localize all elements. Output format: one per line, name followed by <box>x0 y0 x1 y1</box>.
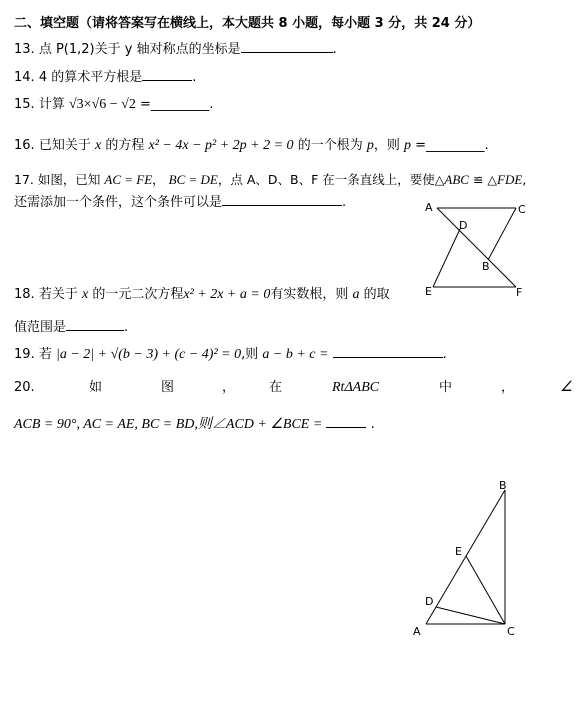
q20-number: 20. <box>14 380 35 395</box>
q15-prefix: 计算 <box>38 97 65 112</box>
q20-figure-lines <box>426 490 505 624</box>
q17-line2: 还需添加一个条件，这个条件可以是 <box>14 195 223 210</box>
q16-number: 16. <box>14 138 35 153</box>
q13-text: 点 P(1,2)关于 y 轴对称点的坐标是 <box>38 42 241 57</box>
q19-expression: a − b + c = <box>262 347 329 362</box>
q16-mid2: 的一个根为 <box>297 138 363 153</box>
q17-line1: 如图，已知 <box>37 172 101 187</box>
q18-var-a: a <box>352 287 360 302</box>
q20-word-tu: 图 <box>161 380 175 395</box>
q17-mid: ，点 A、D、B、F 在一条直线上，要使△ <box>217 172 445 187</box>
label-e: E <box>455 545 462 558</box>
label-b: B <box>482 260 490 273</box>
q17-ac-fe: AC = FE <box>104 172 153 187</box>
q15-number: 15. <box>14 97 35 112</box>
q16-mid3: ，则 <box>373 138 400 153</box>
q16-tail[interactable]: =_________. <box>415 138 489 153</box>
q20-comma2: ， <box>501 380 515 395</box>
q16-var-p2: p <box>404 138 412 153</box>
q13-number: 13. <box>14 42 35 57</box>
q15-expression: √3×√6 − √2 <box>68 97 136 112</box>
q18-text3: 有实数根，则 <box>270 287 349 302</box>
q18-line2: 值范围是 <box>14 320 67 335</box>
label-d: D <box>459 219 468 232</box>
q20-triangle-name: RtΔABC <box>332 380 380 395</box>
q17-bc-de: BC = DE <box>168 172 218 187</box>
section-title: 二、填空题（请将答案写在横线上，本大题共 8 小题，每小题 3 分，共 24 分） <box>14 16 481 31</box>
q18-equation: x² + 2x + a = 0 <box>183 287 271 302</box>
q19-number: 19. <box>14 347 35 362</box>
segment-ec <box>466 556 505 624</box>
q20-word-zai: 在 <box>269 380 283 395</box>
q17-number: 17. <box>14 172 34 187</box>
q17-fde: FDE <box>497 172 523 187</box>
q14-end: . <box>192 70 197 85</box>
label-c: C <box>507 625 515 638</box>
label-d: D <box>425 595 434 608</box>
question-17: 17. 如图，已知 AC = FE， BC = DE，点 A、D、B、F 在一条直线上，要使△ABC ≌ △FDE, <box>14 172 527 187</box>
q17-comma: ， <box>152 172 165 187</box>
q18-text1: 若关于 <box>38 287 78 302</box>
label-c: C <box>518 203 526 216</box>
q20-angle-symbol: ∠ <box>560 380 573 395</box>
q16-equation: x² − 4x − p² + 2p + 2 = 0 <box>148 138 294 153</box>
q20-word-zhong: 中 <box>439 380 453 395</box>
q17-end: . <box>342 195 347 210</box>
q18-text4: 的取 <box>363 287 390 302</box>
segment-dc <box>436 607 505 624</box>
q17-triangle-symbol: △ <box>487 172 498 187</box>
q16-mid: 的方程 <box>105 138 145 153</box>
q20-word-ru: 如 <box>89 380 103 395</box>
q15-end: . <box>209 97 214 112</box>
label-a: A <box>413 625 421 638</box>
q13-end: . <box>332 42 337 57</box>
label-f: F <box>516 286 523 299</box>
q19-prefix: 若 <box>38 347 52 362</box>
q19-mid: ,则 <box>241 347 259 362</box>
q19-equation: |a − 2| + √(b − 3) + (c − 4)² = 0 <box>55 347 242 362</box>
q20-comma1: ， <box>222 380 236 395</box>
label-e: E <box>425 285 432 298</box>
q18-number: 18. <box>14 287 35 302</box>
q15-equals: = <box>139 97 151 112</box>
q18-end: . <box>124 320 129 335</box>
q15-blank[interactable]: _________ <box>150 97 210 112</box>
label-a: A <box>425 201 433 214</box>
label-b: B <box>499 479 507 492</box>
q14-number: 14. <box>14 70 35 85</box>
q17-congruent-symbol: ≌ <box>472 172 484 187</box>
q18-text2: 的一元二次方程 <box>92 287 184 302</box>
q16-prefix: 已知关于 <box>38 138 91 153</box>
q20-line2: ACB = 90°, AC = AE, BC = BD,则∠ACD + ∠BCE = <box>14 417 323 432</box>
q20-end: . <box>370 417 375 432</box>
q14-text: 4 的算术平方根是 <box>38 70 143 85</box>
q17-abc: ABC <box>444 172 469 187</box>
q18-var-x: x <box>81 287 89 302</box>
q16-var-x: x <box>94 138 102 153</box>
q19-end: . <box>442 347 447 362</box>
q16-var-p: p <box>366 138 374 153</box>
